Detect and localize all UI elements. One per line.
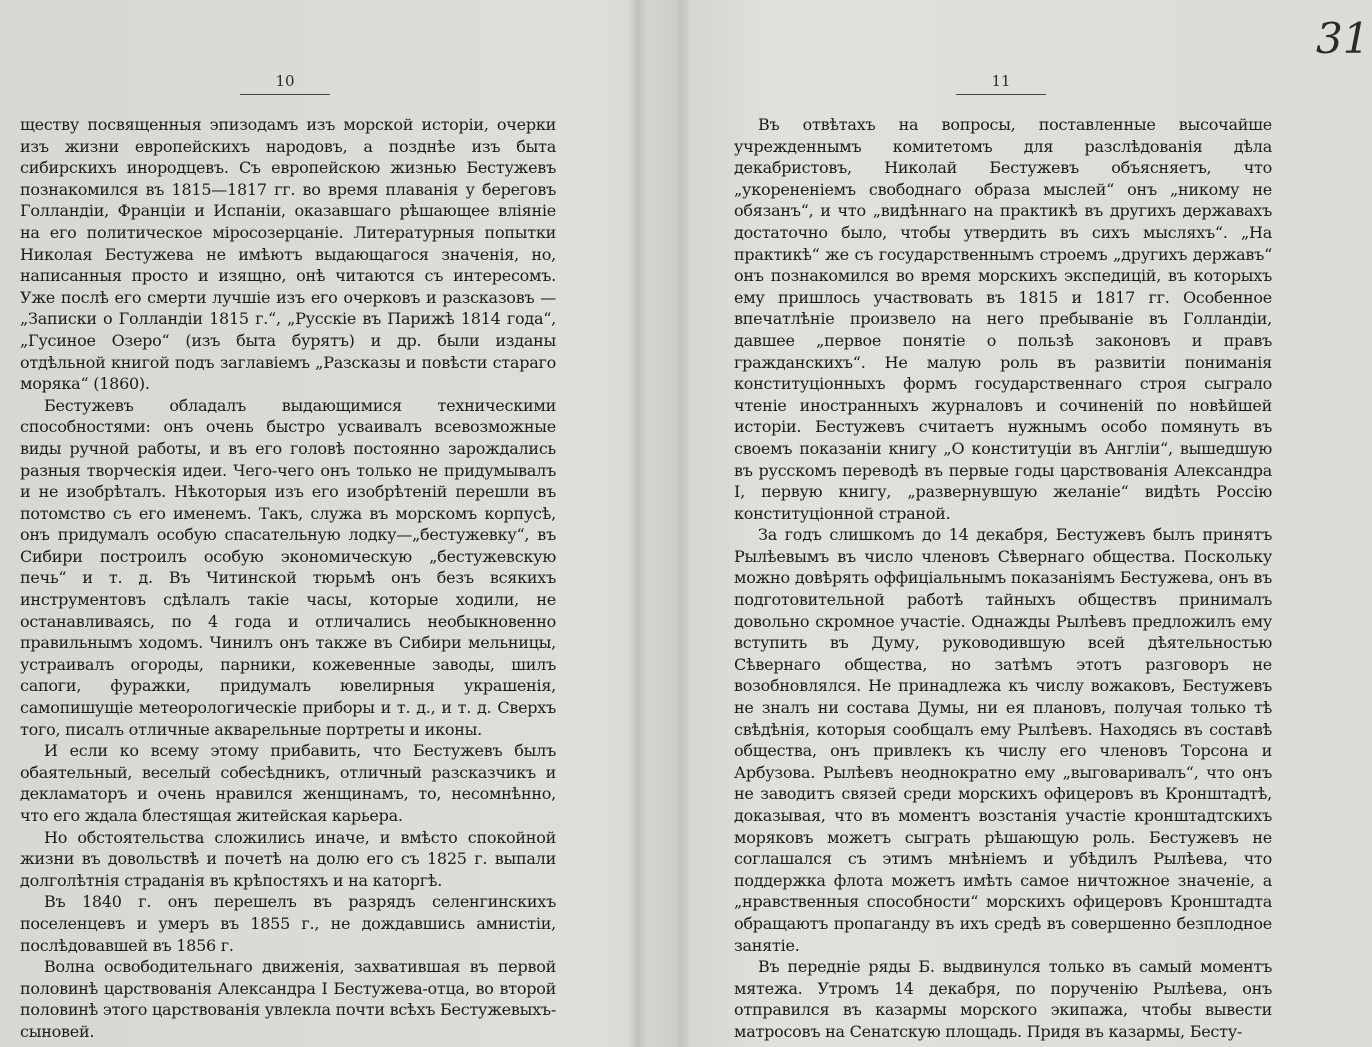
page-number-left: 10: [240, 72, 330, 95]
right-page: [648, 0, 1372, 1047]
handwritten-folio-number: 31: [1316, 14, 1370, 63]
paragraph: И если ко всему этому прибавить, что Бестужевъ былъ обаятельный, веселый собесѣдникъ, отличный разсказчикъ и декламаторъ и очень нравился женщинамъ, то, несомнѣнно, что его ждала блестящая житейская карьера.: [20, 741, 556, 825]
page-gutter: [628, 0, 648, 1047]
paragraph: Волна освободительнаго движенія, захватившая въ первой половинѣ царствованія Александра I Бестужева-отца, во второй половинѣ этого царствованія увлекла почти всѣхъ Бестужевыхъ-сыновей.: [20, 957, 556, 1041]
left-page: [0, 0, 628, 1047]
paragraph: Бестужевъ обладалъ выдающимися техническими способностями: онъ очень быстро усваивалъ всевозможные виды ручной работы, и въ его головѣ постоянно зарождались разныя творческія идеи. Чего-чего онъ только не придумывалъ и не изобрѣталъ. Нѣкоторыя изъ его изобрѣтеній перешли въ потомство съ его именемъ. Такъ, служа въ морскомъ корпусѣ, онъ придумалъ особую спасательную лодку—„бестужевку“, въ Сибири построилъ особую экономическую „бестужевскую печь“ и т. д. Въ Читинской тюрьмѣ онъ безъ всякихъ инструментовъ сдѣлалъ такіе часы, которые ходили, не останавливаясь, по 4 года и отличались необыкновенно правильнымъ ходомъ. Чинилъ онъ также въ Сибири мельницы, устраивалъ огороды, парники, кожевенные заводы, шилъ сапоги, фуражки, придумалъ ювелирныя украшенія, самопишущіе метеорологическіе приборы и т. д., и т. д. Сверхъ того, писалъ отличные акварельные портреты и иконы.: [20, 395, 556, 739]
paragraph: Въ передніе ряды Б. выдвинулся только въ самый моментъ мятежа. Утромъ 14 декабря, по порученію Рылѣева, онъ отправился въ казармы морского экипажа, чтобы вывести матросовъ на Сенатскую площадь. Придя въ казармы, Бесту-: [734, 957, 1272, 1041]
paragraph: Въ отвѣтахъ на вопросы, поставленные высочайше учрежденнымъ комитетомъ для разслѣдованія дѣла декабристовъ, Николай Бестужевъ объясняетъ, что „укорененіемъ свободнаго образа мыслей“ онъ „никому не обязанъ“, и что „видѣннаго на практикѣ въ другихъ державахъ достаточно было, чтобы утвердить въ сихъ мысляхъ“. „На практикѣ“ же съ государственнымъ строемъ „другихъ державъ“ онъ познакомился во время морскихъ экспедицій, въ которыхъ ему пришлось участвовать въ 1815 и 1817 гг. Особенное впечатлѣніе произвело на него пребываніе въ Голландіи, давшее „первое понятіе о пользѣ законовъ и правъ гражданскихъ“. Не малую роль въ развитіи пониманія конституціонныхъ формъ государственнаго строя сыграло чтеніе иностранныхъ журналовъ и сочиненій по новѣйшей исторіи. Бестужевъ считаетъ нужнымъ особо помянуть въ своемъ показаніи книгу „О конституціи въ Англіи“, вышедшую въ русскомъ переводѣ въ первые годы царствованія Александра I, первую книгу, „развернувшую желаніе“ видѣть Россію конституціонной страной.: [734, 115, 1272, 523]
paragraph: Въ 1840 г. онъ перешелъ въ разрядъ селенгинскихъ поселенцевъ и умеръ въ 1855 г., не дождавшись амнистіи, послѣдовавшей въ 1856 г.: [20, 892, 556, 955]
page-number-right: 11: [956, 72, 1046, 95]
paragraph: ществу посвященныя эпизодамъ изъ морской исторіи, очерки изъ жизни европейскихъ народовъ, а позднѣе изъ быта сибирскихъ инородцевъ. Съ европейскою жизнью Бестужевъ познакомился въ 1815—1817 гг. во время плаванія у береговъ Голландіи, Франціи и Испаніи, оказавшаго рѣшающее вліяніе на его политическое міросозерцаніе. Литературныя попытки Николая Бестужева не имѣютъ выдающагося значенія, но, написанныя просто и изящно, онѣ читаются съ интересомъ. Уже послѣ его смерти лучшіе изъ его очерковъ и разсказовъ — „Записки о Голландіи 1815 г.“, „Русскіе въ Парижѣ 1814 года“, „Гусиное Озеро“ (изъ быта бурятъ) и др. были изданы отдѣльной книгой подъ заглавіемъ „Разсказы и повѣсти стараго моряка“ (1860).: [20, 115, 556, 394]
paragraph: За годъ слишкомъ до 14 декабря, Бестужевъ былъ принятъ Рылѣевымъ въ число членовъ Сѣвернаго общества. Поскольку можно довѣрять оффиціальнымъ показаніямъ Бестужева, онъ въ подготовительной работѣ тайныхъ обществъ принималъ довольно скромное участіе. Однажды Рылѣевъ предложилъ ему вступить въ Думу, руководившую всей дѣятельностью Сѣвернаго общества, но затѣмъ этотъ разговоръ не возобновлялся. Не принадлежа къ числу вожаковъ, Бестужевъ не зналъ ни состава Думы, ни ея плановъ, получая только тѣ свѣдѣнія, которыя сообщалъ ему Рылѣевъ. Находясь въ составѣ общества, онъ привлекъ къ числу его членовъ Торсона и Арбузова. Рылѣевъ неоднократно ему „выговаривалъ“, что онъ не заводитъ связей среди морскихъ офицеровъ въ Кронштадтѣ, доказывая, что въ моментъ возстанія участіе кронштадтскихъ моряковъ можетъ сыграть рѣшающую роль. Бестужевъ не соглашался съ этимъ мнѣніемъ и убѣдилъ Рылѣева, что поддержка флота можетъ имѣть самое ничтожное значеніе, а „нравственныя способности“ морскихъ офицеровъ Кронштадта обращаютъ пропаганду въ ихъ средѣ въ совершенно безплодное занятіе.: [734, 525, 1272, 955]
right-page-text: [734, 114, 1272, 1043]
left-page-text: [20, 114, 556, 1043]
paragraph: Но обстоятельства сложились иначе, и вмѣсто спокойной жизни въ довольствѣ и почетѣ на долю его съ 1825 г. выпали долголѣтнія страданія въ крѣпостяхъ и на каторгѣ.: [20, 827, 556, 890]
